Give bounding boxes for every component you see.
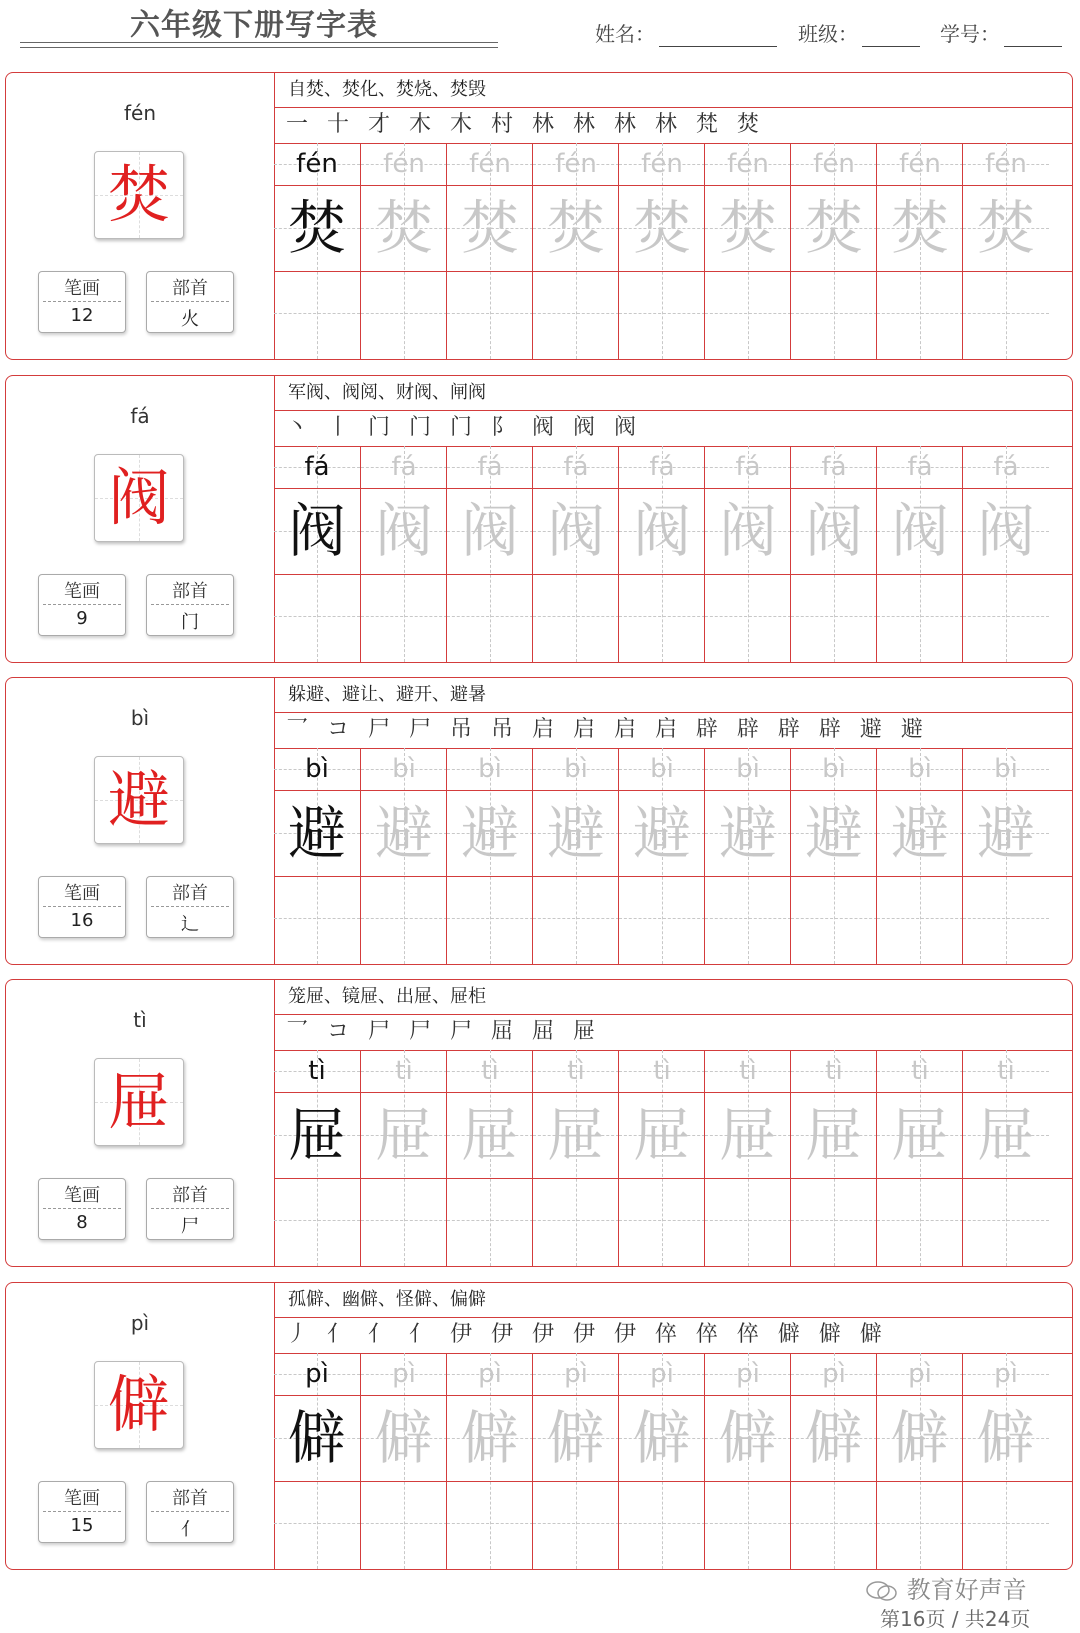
grid-column [532,748,619,964]
name-input-line[interactable] [659,24,777,47]
practice-grid [274,748,1072,964]
trace-cell: 屉 [287,1101,346,1169]
pinyin-cell[interactable]: fén [555,149,597,179]
blank-write-cell[interactable] [533,1482,619,1568]
grid-column [790,748,877,964]
pinyin-cell[interactable]: bì [392,754,416,784]
blank-write-cell[interactable] [963,1179,1049,1265]
pinyin-cell[interactable]: fén [641,149,683,179]
grid-column [532,1050,619,1266]
example-words: 孤僻、幽僻、怪僻、偏僻 [274,1283,1072,1318]
stroke-order [274,1317,1072,1354]
trace-cell[interactable]: 阀 [632,497,691,565]
radical-box [146,1178,234,1240]
blank-write-cell[interactable] [619,877,705,963]
blank-write-cell[interactable] [791,1179,877,1265]
character-card [5,677,1073,965]
grid-column [876,143,963,359]
stroke-order-text: 一 十 才 木 木 村 林 林 林 林 梵 焚 [286,112,765,137]
blank-write-cell[interactable] [533,877,619,963]
pinyin-cell[interactable]: tì [911,1056,929,1086]
grid-column [790,143,877,359]
trace-cell[interactable]: 屉 [976,1101,1035,1169]
trace-cell[interactable]: 屉 [374,1101,433,1169]
grid-column [532,446,619,662]
grid-column [962,446,1049,662]
trace-cell[interactable]: 屉 [890,1101,949,1169]
practice-panel [274,376,1072,662]
blank-write-cell[interactable] [791,272,877,358]
grid-column [876,446,963,662]
trace-cell[interactable]: 避 [718,799,777,867]
trace-cell[interactable]: 僻 [718,1404,777,1472]
stroke-count-value: 15 [70,1515,94,1536]
pinyin-cell[interactable]: fén [985,149,1027,179]
trace-cell[interactable]: 焚 [976,194,1035,262]
character-pinyin: fén [123,101,157,125]
stroke-count-box [38,574,126,636]
trace-cell[interactable]: 焚 [718,194,777,262]
grid-column [704,748,791,964]
grid-column [446,1353,533,1569]
blank-write-cell[interactable] [963,877,1049,963]
trace-cell[interactable]: 屉 [718,1101,777,1169]
pinyin-cell[interactable]: fá [477,452,503,482]
class-field [798,18,920,47]
blank-write-cell[interactable] [274,1482,360,1568]
trace-cell[interactable]: 阀 [804,497,863,565]
character-info-panel [6,678,275,964]
pinyin-cell: fén [296,149,338,179]
blank-write-cell[interactable] [705,1482,791,1568]
stroke-count-box [38,876,126,938]
trace-cell[interactable]: 焚 [632,194,691,262]
pinyin-cell[interactable]: pì [736,1359,760,1389]
grid-column [618,1353,705,1569]
pinyin-cell[interactable]: fén [383,149,425,179]
watermark [865,1570,1027,1605]
blank-write-cell[interactable] [619,1179,705,1265]
grid-column [618,143,705,359]
blank-write-cell[interactable] [361,877,447,963]
grid-column [876,748,963,964]
blank-write-cell[interactable] [361,272,447,358]
character-pinyin: pì [130,1311,150,1335]
grid-column [618,748,705,964]
grid-column [274,1353,360,1569]
pinyin-cell[interactable]: pì [650,1359,674,1389]
radical-value: 亻 [181,1519,199,1540]
blank-write-cell[interactable] [274,575,360,661]
trace-cell[interactable]: 焚 [374,194,433,262]
grid-column [360,1050,447,1266]
trace-cell[interactable]: 避 [632,799,691,867]
character-display-box [94,756,184,844]
character-card [5,72,1073,360]
grid-column [360,446,447,662]
blank-write-cell[interactable] [274,877,360,963]
trace-cell: 焚 [287,194,346,262]
pinyin-cell[interactable]: fá [821,452,847,482]
character-card [5,1282,1073,1570]
stroke-count-value: 8 [76,1212,88,1233]
pinyin-cell: tì [308,1056,326,1086]
student-id-label: 学号： [940,22,1000,46]
grid-column [876,1353,963,1569]
pinyin-cell[interactable]: pì [478,1359,502,1389]
stroke-count-value: 9 [76,608,88,629]
class-input-line[interactable] [862,24,920,47]
blank-write-cell[interactable] [274,1179,360,1265]
trace-cell[interactable]: 僻 [546,1404,605,1472]
student-id-input-line[interactable] [1004,24,1062,47]
grid-column [704,143,791,359]
blank-write-cell[interactable] [877,1482,963,1568]
blank-write-cell[interactable] [533,272,619,358]
trace-cell[interactable]: 僻 [804,1404,863,1472]
radical-box [146,574,234,636]
blank-write-cell[interactable] [533,1179,619,1265]
character-card [5,979,1073,1267]
radical-value: 火 [181,309,199,330]
pinyin-cell[interactable]: fén [727,149,769,179]
stroke-order-text: 丿 亻 亻 亻 伊 伊 伊 伊 伊 倅 倅 倅 僻 僻 僻 [286,1322,888,1347]
trace-cell[interactable]: 避 [460,799,519,867]
pinyin-cell[interactable]: tì [825,1056,843,1086]
pinyin-cell[interactable]: tì [395,1056,413,1086]
pinyin-cell[interactable]: pì [994,1359,1018,1389]
trace-cell[interactable]: 阀 [460,497,519,565]
trace-cell[interactable]: 阀 [374,497,433,565]
pinyin-cell[interactable]: fá [735,452,761,482]
grid-column [790,1050,877,1266]
character-display-box [94,151,184,239]
trace-cell[interactable]: 屉 [460,1101,519,1169]
example-words: 躲避、避让、避开、避暑 [274,678,1072,713]
character-pinyin: tì [133,1008,147,1032]
pinyin-cell: fá [304,452,330,482]
stroke-order [274,1014,1072,1051]
grid-column [704,1353,791,1569]
grid-column [274,748,360,964]
trace-cell: 避 [287,799,346,867]
grid-column [274,143,360,359]
pinyin-cell[interactable]: bì [822,754,846,784]
pinyin-cell[interactable]: pì [564,1359,588,1389]
page-number: 第16页 / 共24页 [880,1607,1031,1631]
grid-column [360,1353,447,1569]
grid-column [962,1353,1049,1569]
practice-grid [274,446,1072,662]
pinyin-cell: bì [305,754,329,784]
grid-column [446,446,533,662]
pinyin-cell[interactable]: fá [907,452,933,482]
radical-value: 辶 [181,914,199,935]
practice-panel [274,980,1072,1266]
blank-write-cell[interactable] [447,877,533,963]
stroke-count-label: 笔画 [64,1185,100,1206]
character-pinyin: fá [130,404,150,428]
name-field [595,18,777,47]
blank-write-cell[interactable] [791,575,877,661]
character-glyph: 僻 [107,1368,170,1441]
stroke-order-text: 丶 丨 门 门 门 阝 阀 阀 阀 [286,415,642,440]
radical-label: 部首 [172,278,208,299]
stroke-order [274,410,1072,447]
watermark-text: 教育好声音 [906,1576,1027,1604]
page-title: 六年级下册写字表 [130,8,378,43]
stroke-count-label: 笔画 [64,581,100,602]
blank-write-cell[interactable] [274,272,360,358]
blank-write-cell[interactable] [791,1482,877,1568]
character-info-panel [6,1283,275,1569]
character-display-box [94,454,184,542]
radical-label: 部首 [172,581,208,602]
blank-write-cell[interactable] [619,272,705,358]
pinyin-cell[interactable]: fén [813,149,855,179]
pinyin-cell[interactable]: fén [469,149,511,179]
blank-write-cell[interactable] [877,575,963,661]
stroke-order-text: 乛 コ 尸 尸 吊 吊 启 启 启 启 辟 辟 辟 辟 避 避 [286,717,929,742]
radical-value: 尸 [181,1216,199,1237]
grid-column [446,1050,533,1266]
blank-write-cell[interactable] [361,1482,447,1568]
blank-write-cell[interactable] [705,1179,791,1265]
trace-cell[interactable]: 阀 [718,497,777,565]
pinyin-cell[interactable]: tì [567,1056,585,1086]
grid-column [446,143,533,359]
trace-cell[interactable]: 焚 [890,194,949,262]
blank-write-cell[interactable] [361,1179,447,1265]
grid-column [360,748,447,964]
trace-cell[interactable]: 阀 [976,497,1035,565]
trace-cell[interactable]: 焚 [804,194,863,262]
trace-cell[interactable]: 焚 [546,194,605,262]
example-words: 军阀、阀阅、财阀、闸阀 [274,376,1072,411]
pinyin-cell[interactable]: fá [563,452,589,482]
character-info-panel [6,73,275,359]
blank-write-cell[interactable] [963,575,1049,661]
blank-write-cell[interactable] [877,1179,963,1265]
trace-cell[interactable]: 僻 [632,1404,691,1472]
blank-write-cell[interactable] [963,1482,1049,1568]
radical-box [146,876,234,938]
pinyin-cell[interactable]: pì [908,1359,932,1389]
stroke-count-label: 笔画 [64,883,100,904]
class-label: 班级： [798,22,858,46]
name-label: 姓名： [595,22,655,46]
grid-column [618,1050,705,1266]
pinyin-cell[interactable]: bì [908,754,932,784]
stroke-count-label: 笔画 [64,1488,100,1509]
pinyin-cell[interactable]: pì [392,1359,416,1389]
practice-grid [274,143,1072,359]
blank-write-cell[interactable] [877,877,963,963]
grid-column [876,1050,963,1266]
trace-cell: 阀 [287,497,346,565]
example-words: 笼屉、镜屉、出屉、屉柜 [274,980,1072,1015]
pinyin-cell[interactable]: tì [997,1056,1015,1086]
pinyin-cell[interactable]: tì [653,1056,671,1086]
blank-write-cell[interactable] [877,272,963,358]
trace-cell[interactable]: 僻 [460,1404,519,1472]
blank-write-cell[interactable] [791,877,877,963]
practice-panel [274,1283,1072,1569]
blank-write-cell[interactable] [447,272,533,358]
radical-label: 部首 [172,883,208,904]
grid-column [704,1050,791,1266]
trace-cell[interactable]: 避 [804,799,863,867]
pinyin-cell[interactable]: fá [649,452,675,482]
blank-write-cell[interactable] [533,575,619,661]
trace-cell[interactable]: 屉 [632,1101,691,1169]
grid-column [790,446,877,662]
character-glyph: 阀 [107,461,170,534]
grid-column [274,1050,360,1266]
radical-label: 部首 [172,1185,208,1206]
radical-label: 部首 [172,1488,208,1509]
pinyin-cell[interactable]: bì [478,754,502,784]
student-id-field [940,18,1062,47]
character-display-box [94,1058,184,1146]
blank-write-cell[interactable] [619,1482,705,1568]
pinyin-cell[interactable]: bì [736,754,760,784]
wechat-icon [865,1580,899,1602]
trace-cell[interactable]: 焚 [460,194,519,262]
trace-cell[interactable]: 避 [546,799,605,867]
practice-grid [274,1050,1072,1266]
grid-column [532,143,619,359]
stroke-order [274,107,1072,144]
grid-column [962,748,1049,964]
character-info-panel [6,376,275,662]
grid-column [532,1353,619,1569]
stroke-count-box [38,1178,126,1240]
blank-write-cell[interactable] [705,575,791,661]
trace-cell[interactable]: 屉 [546,1101,605,1169]
grid-column [962,1050,1049,1266]
trace-cell[interactable]: 屉 [804,1101,863,1169]
blank-write-cell[interactable] [705,272,791,358]
trace-cell[interactable]: 僻 [890,1404,949,1472]
trace-cell[interactable]: 阀 [546,497,605,565]
pinyin-cell[interactable]: fén [899,149,941,179]
trace-cell[interactable]: 僻 [374,1404,433,1472]
pinyin-cell[interactable]: fá [993,452,1019,482]
radical-box [146,271,234,333]
trace-cell[interactable]: 避 [890,799,949,867]
blank-write-cell[interactable] [447,575,533,661]
blank-write-cell[interactable] [447,1482,533,1568]
character-glyph: 屉 [107,1065,170,1138]
pinyin-cell: pì [305,1359,329,1389]
grid-column [704,446,791,662]
blank-write-cell[interactable] [963,272,1049,358]
blank-write-cell[interactable] [447,1179,533,1265]
trace-cell: 僻 [287,1404,346,1472]
character-glyph: 避 [107,763,170,836]
pinyin-cell[interactable]: fá [391,452,417,482]
practice-panel [274,73,1072,359]
grid-column [962,143,1049,359]
trace-cell[interactable]: 阀 [890,497,949,565]
pinyin-cell[interactable]: pì [822,1359,846,1389]
grid-column [618,446,705,662]
pinyin-cell[interactable]: tì [481,1056,499,1086]
trace-cell[interactable]: 僻 [976,1404,1035,1472]
pinyin-cell[interactable]: bì [564,754,588,784]
title-underline [20,42,498,48]
stroke-count-value: 16 [70,910,94,931]
stroke-count-box [38,1481,126,1543]
grid-column [446,748,533,964]
character-info-panel [6,980,275,1266]
pinyin-cell[interactable]: bì [994,754,1018,784]
grid-column [790,1353,877,1569]
character-pinyin: bì [130,706,150,730]
stroke-order-text: 乛 コ 尸 尸 尸 屈 屈 屉 [286,1019,601,1044]
stroke-count-box [38,271,126,333]
character-display-box [94,1361,184,1449]
practice-grid [274,1353,1072,1569]
trace-cell[interactable]: 避 [374,799,433,867]
stroke-count-label: 笔画 [64,278,100,299]
radical-value: 门 [181,612,199,633]
blank-write-cell[interactable] [705,877,791,963]
blank-write-cell[interactable] [361,575,447,661]
character-glyph: 焚 [107,158,170,231]
stroke-order [274,712,1072,749]
blank-write-cell[interactable] [619,575,705,661]
pinyin-cell[interactable]: bì [650,754,674,784]
trace-cell[interactable]: 避 [976,799,1035,867]
radical-box [146,1481,234,1543]
practice-panel [274,678,1072,964]
grid-column [360,143,447,359]
pinyin-cell[interactable]: tì [739,1056,757,1086]
character-card [5,375,1073,663]
example-words: 自焚、焚化、焚烧、焚毁 [274,73,1072,108]
grid-column [274,446,360,662]
stroke-count-value: 12 [70,305,94,326]
